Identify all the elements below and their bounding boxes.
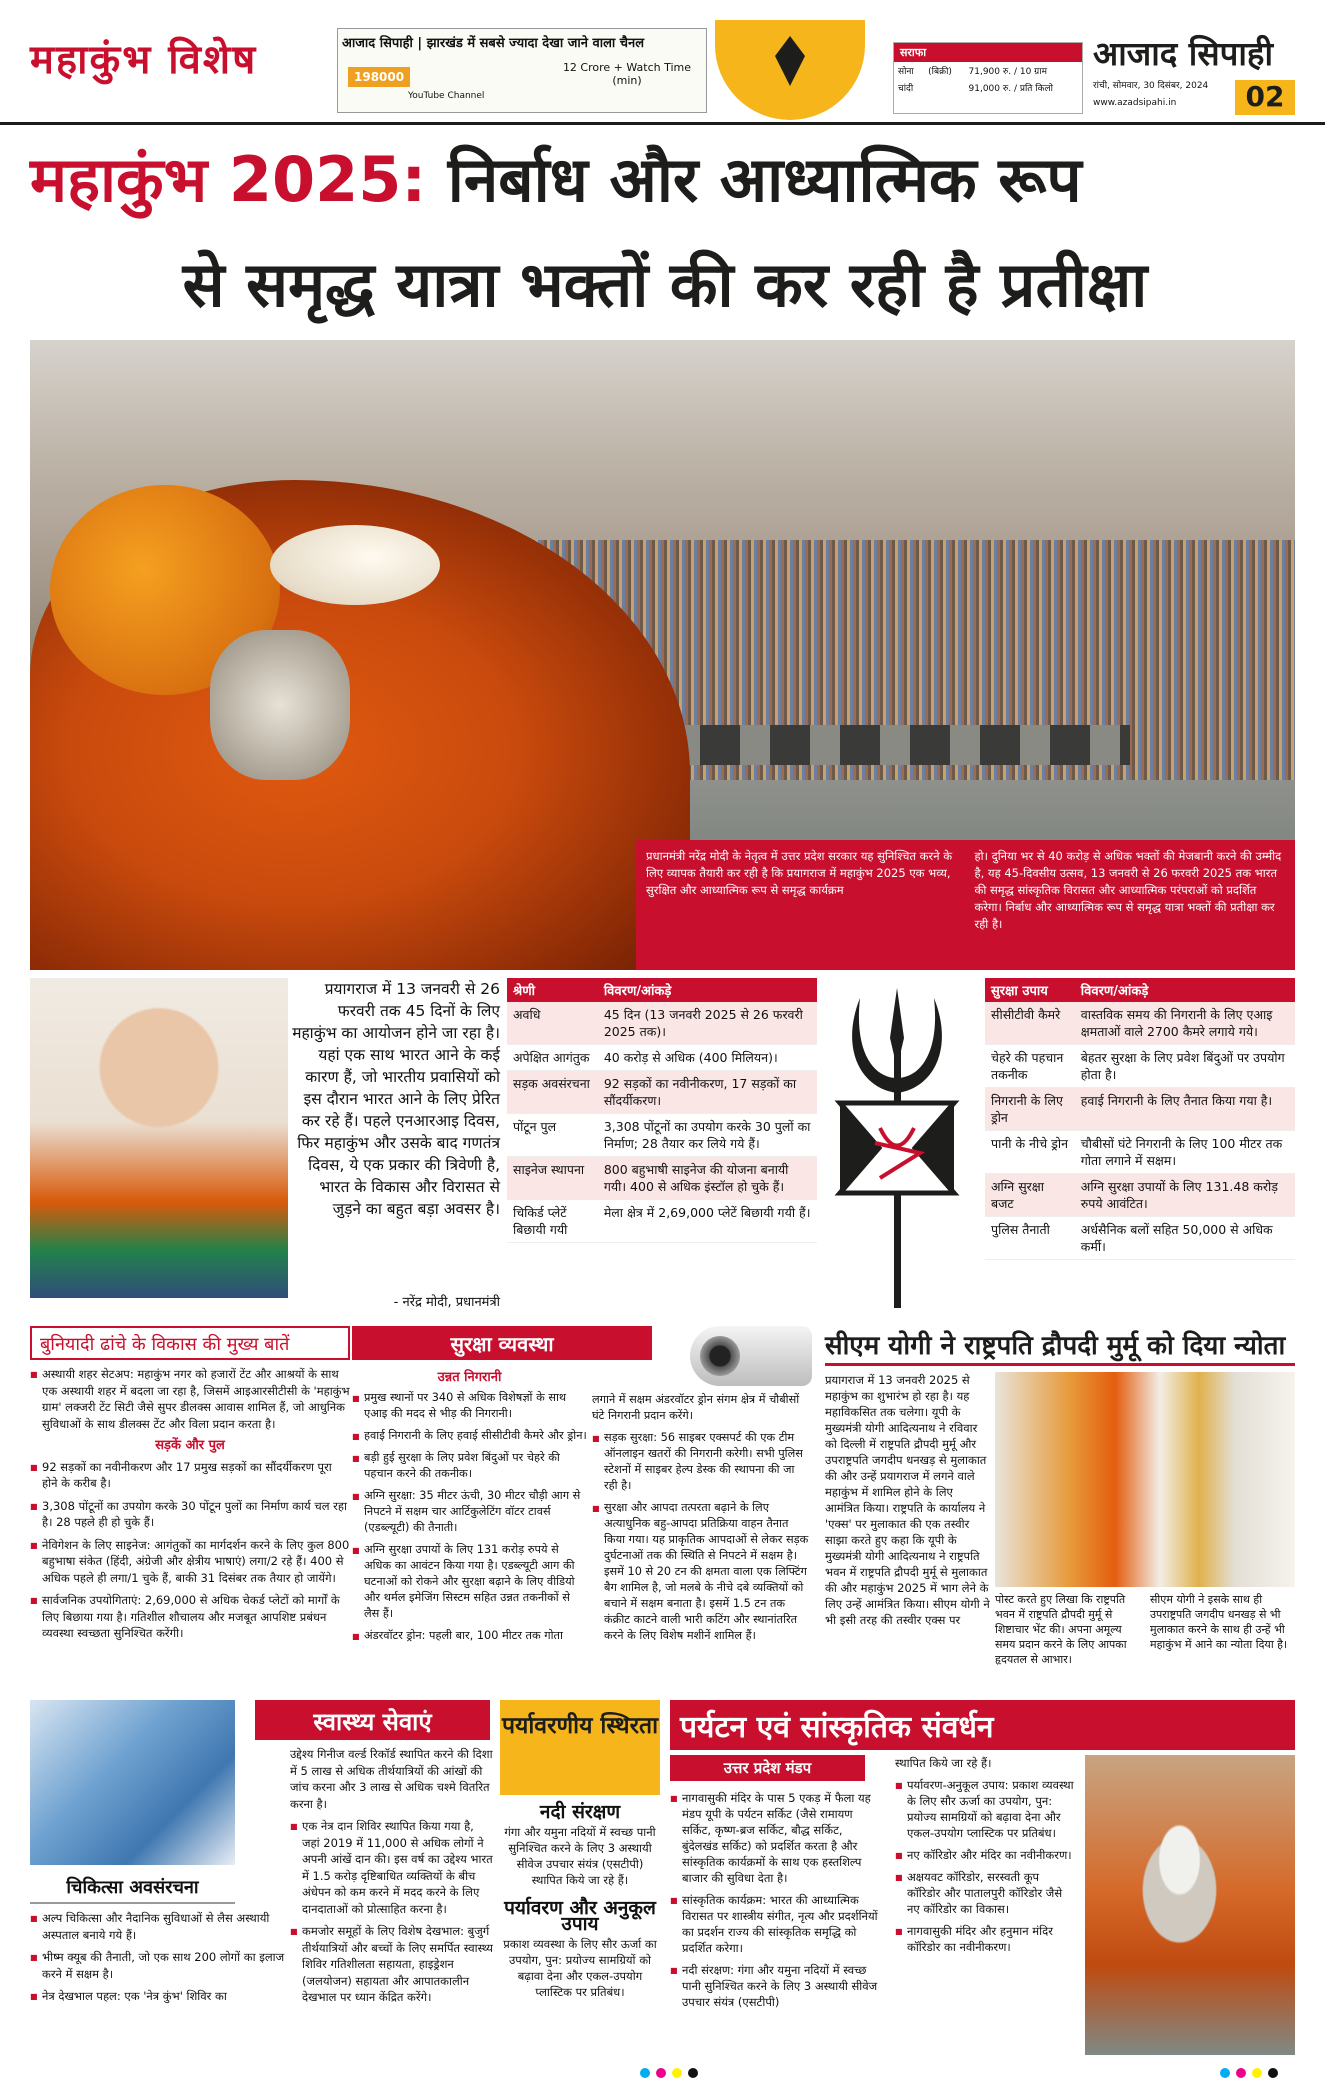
list-item: ■ बड़ी हुई सुरक्षा के लिए प्रवेश बिंदुओं पर चेहरे की पहचान करने की तकनीक। <box>352 1450 587 1482</box>
table-cell: 40 करोड़ से अधिक (400 मिलियन)। <box>598 1045 817 1071</box>
table-row <box>985 1217 1295 1260</box>
list-item: ■ अक्षयवट कॉरिडोर, सरस्वती कूप कॉरिडोर और पातालपुरी कॉरिडोर जैसे नए कॉरिडोर का विकास। <box>895 1869 1075 1917</box>
table-cell: अवधि <box>507 1002 598 1045</box>
env-subhead-2: पर्यावरण और अनुकूल उपाय <box>504 1897 656 1935</box>
table-cell: हवाई निगरानी के लिए तैनात किया गया है। <box>1075 1088 1295 1131</box>
list-item: ■ नागवासुकी मंदिर और हनुमान मंदिर कॉरिडोर का नवीनीकरण। <box>895 1923 1075 1955</box>
hero-caption-col2: हो। दुनिया भर से 40 करोड़ से अधिक भक्तों की मेजबानी करने की उम्मीद है, यह 45-दिवसीय उत्सव, 13 जनवरी से 26 फरवरी 2025 तक भारत की समृद्ध सांस्कृतिक विरासत और आध्यात्मिक परंपराओं को प्रदर्शित करेगा। निर्बाध और आध्यात्मिक रूप से समृद्ध यात्रा भक्तों की प्रतीक्षा कर रही है। <box>974 849 1282 931</box>
table-cell: वास्तविक समय की निगरानी के लिए एआइ क्षमताओं वाले 2700 कैमरे लगाये गये। <box>1075 1002 1295 1045</box>
hero-title-red: महाकुंभ 2025: <box>30 143 427 216</box>
table-header: सुरक्षा उपाय <box>985 978 1075 1002</box>
list-item: ■ नागवासुकी मंदिर के पास 5 एकड़ में फैला यह मंडप यूपी के पर्यटन सर्किट (जैसे रामायण सर्किट, कृष्ण-ब्रज सर्किट, बौद्ध सर्किट, बुंदेलखंड सर्किट) को प्रदर्शित करता है और सांस्कृतिक कार्यक्रमों के साथ एक हस्तशिल्प बाजार की सुविधा देता है। <box>670 1790 880 1886</box>
list-item: लगाने में सक्षम अंडरवॉटर ड्रोन संगम क्षेत्र में चौबीसों घंटे निगरानी प्रदान करेंगे। <box>592 1393 800 1422</box>
registration-marks <box>640 2068 698 2078</box>
sarafa-cell: चांदी <box>898 84 914 94</box>
list-item: ■ सार्वजनिक उपयोगिताएं: 2,69,000 से अधिक चेकर्ड प्लेटों को मार्गों के लिए बिछाया गया है। गतिशील शौचालय और मजबूत आपशिष्ट प्रबंधन व्यवस्था स्वच्छता सुनिश्चित करेंगी। <box>30 1592 350 1642</box>
list-item: ■ सड़क सुरक्षा: 56 साइबर एक्सपर्ट की एक टीम ऑनलाइन खतरों की निगरानी करेगी। सभी पुलिस स्टेशनों में साइबर हेल्प डेस्क की स्थापना की जा रही है। <box>592 1430 810 1494</box>
env-text-2: प्रकाश व्यवस्था के लिए सौर ऊर्जा का उपयोग, पुन: प्रयोज्य सामग्रियों को बढ़ावा देना और एकल-उपयोग प्लास्टिक पर प्रतिबंध। <box>503 1937 657 1999</box>
modi-attribution: - नरेंद्र मोदी, प्रधानमंत्री <box>393 1295 500 1310</box>
yogi-murmu-photo <box>995 1372 1295 1587</box>
sarafa-title: सराफा <box>894 43 1082 62</box>
health-body <box>290 1746 495 2012</box>
sarafa-cell: सोना <box>898 67 914 77</box>
infra-subhead: सड़कें और पुल <box>155 1438 225 1453</box>
table-cell: चौबीसों घंटे निगरानी के लिए 100 मीटर तक गोता लगाने में सक्षम। <box>1075 1131 1295 1174</box>
photo-bridge <box>630 725 1130 765</box>
trishul-damru-icon <box>820 978 975 1308</box>
list-item: ■ पर्यावरण-अनुकूल उपाय: प्रकाश व्यवस्था के लिए सौर ऊर्जा का उपयोग, पुन: प्रयोज्य सामग्रियों को बढ़ावा देना और एकल-उपयोग प्लास्टिक पर प्रतिबंध। <box>895 1777 1075 1841</box>
modi-quote: प्रयागराज में 13 जनवरी से 26 फरवरी तक 45 दिनों के लिए महाकुंभ का आयोजन होने जा रहा है। यहां एक साथ भारत आने के कई कारण हैं, जो भारतीय प्रवासियों को इस दौरान भारत आने के लिए प्रेरित कर रहे हैं। पहले एनआरआइ दिवस, फिर महाकुंभ और उसके बाद गणतंत्र दिवस, ये एक प्रकार की त्रिवेणी है, भारत के विकास और विरासत से जुड़ने का बहुत बड़ा अवसर है। <box>292 980 500 1218</box>
list-item: ■ 92 सड़कों का नवीनीकरण और 17 प्रमुख सड़कों का सौंदर्यीकरण पूरा होने के करीब है। <box>30 1459 350 1492</box>
stats-table <box>507 978 817 1243</box>
health-subhead: चिकित्सा अवसंरचना <box>30 1875 235 1904</box>
list-item: ■ अग्नि सुरक्षा: 35 मीटर ऊंची, 30 मीटर चौड़ी आग से निपटने में सक्षम चार आर्टिकुलेटिंग वॉटर टावर्स (एडब्ल्यूटी) की तैनाती। <box>352 1488 587 1536</box>
table-cell: निगरानी के लिए ड्रोन <box>985 1088 1075 1131</box>
tourism-col1 <box>670 1790 880 2016</box>
channel-ad[interactable]: आजाद सिपाही | झारखंड में सबसे ज्यादा देखा जाने वाला चैनल 198000 12 Crore + Watch Time (min) YouTube Channel <box>337 28 707 113</box>
table-cell: अपेक्षित आगंतुक <box>507 1045 598 1071</box>
table-cell: 92 सड़कों का नवीनीकरण, 17 सड़कों का सौंदर्यीकरण। <box>598 1071 817 1114</box>
photo-sky <box>30 340 1295 500</box>
list-item: ■ नए कॉरिडोर और मंदिर का नवीनीकरण। <box>895 1847 1075 1863</box>
table-row <box>507 1071 817 1114</box>
stethoscope-photo <box>30 1700 235 1865</box>
table-header: श्रेणी <box>507 978 598 1002</box>
table-cell: चेहरे की पहचान तकनीक <box>985 1045 1075 1088</box>
section-tag: महाकुंभ विशेष <box>30 37 258 83</box>
hero-headline-line1 <box>30 145 1300 215</box>
conch-shell-icon <box>270 525 440 605</box>
ad-youtube: YouTube Channel <box>408 91 485 101</box>
sarafa-table <box>894 62 1082 96</box>
list-item: ■ अंडरवॉटर ड्रोन: पहली बार, 100 मीटर तक गोता <box>352 1628 587 1644</box>
yogi-caption-2: सीएम योगी ने इसके साथ ही उपराष्ट्रपति जगदीप धनखड़ से भी मुलाकात करने के साथ ही उन्हें भी महाकुंभ में आने का न्योता दिया है। <box>1150 1593 1288 1651</box>
table-header: विवरण/आंकड़े <box>1075 978 1295 1002</box>
tourism-heading: पर्यटन एवं सांस्कृतिक संवर्धन <box>670 1700 1295 1750</box>
sarafa-cell: 71,900 रु. / 10 ग्राम <box>968 67 1047 77</box>
security-subhead: उन्नत निगरानी <box>437 1370 502 1385</box>
table-cell: सड़क अवसंरचना <box>507 1071 598 1114</box>
table-cell: बेहतर सुरक्षा के लिए प्रवेश बिंदुओं पर उपयोग होता है। <box>1075 1045 1295 1088</box>
sarafa-cell: (बिक्री) <box>928 67 952 77</box>
infra-heading: बुनियादी ढांचे के विकास की मुख्य बातें <box>30 1326 350 1360</box>
security-col1 <box>352 1366 587 1650</box>
table-cell: अर्धसैनिक बलों सहित 50,000 से अधिक कर्मी। <box>1075 1217 1295 1260</box>
list-item: ■ नेविगेशन के लिए साइनेज: आगंतुकों का मार्गदर्शन करने के लिए कुल 800 बहुभाषा संकेत (हिंदी, अंग्रेजी और क्षेत्रीय भाषाएं) लगा/2 रहे हैं। 400 से अधिक पहले ही लगा/1 चुके हैं, बाकी 31 दिसंबर तक तैयार हो जायेंगे। <box>30 1537 350 1587</box>
table-row <box>507 1200 817 1243</box>
security-col2 <box>592 1392 810 1650</box>
infra-intro: ■ अस्थायी शहर सेटअप: महाकुंभ नगर को हजारों टेंट और आश्रयों के साथ एक अस्थायी शहर में बदला जा रहा है, जिसमें आइआरसीटीसी के 'महाकुंभ ग्राम' लक्जरी टेंट सिटी जैसे सुपर डीलक्स आवास शामिल हैं, जो आधुनिक सुविधाओं के साथ डीलक्स टेंट और विला प्रदान करता है। <box>30 1366 350 1432</box>
env-subhead-1: नदी संरक्षण <box>539 1801 621 1823</box>
environment-body <box>500 1800 660 2000</box>
table-cell: 800 बहुभाषी साइनेज की योजना बनायी गयी। 400 से अधिक इंस्टॉल हो चुके हैं। <box>598 1157 817 1200</box>
list-item: ■ अल्प चिकित्सा और नैदानिक सुविधाओं से लैस अस्थायी अस्पताल बनाये गये हैं। <box>30 1910 285 1943</box>
modi-photo <box>30 978 288 1298</box>
table-cell: 3,308 पोंटूनों का उपयोग करके 30 पुलों का निर्माण; 28 तैयार कर लिये गये हैं। <box>598 1114 817 1157</box>
list-item: ■ सांस्कृतिक कार्यक्रम: भारत की आध्यात्मिक विरासत पर शास्त्रीय संगीत, नृत्य और प्रदर्शनियों का प्रदर्शन राज्य की सांस्कृतिक समृद्धि को प्रदर्शित करेगा। <box>670 1892 880 1956</box>
table-row <box>507 1002 817 1045</box>
list-item: ■ 3,308 पोंटूनों का उपयोग करके 30 पोंटून पुलों का निर्माण कार्य चल रहा है। 28 पहले ही हो चुके हैं। <box>30 1498 350 1531</box>
tourism-col2 <box>895 1755 1075 1961</box>
hero-caption-col1: प्रधानमंत्री नरेंद्र मोदी के नेतृत्व में उत्तर प्रदेश सरकार यह सुनिश्चित करने के लिए व्यापक तैयारी कर रही है कि प्रयागराज में महाकुंभ 2025 एक भव्य, सुरक्षित और आध्यात्मिक रूप से समृद्ध कार्यक्रम <box>646 849 953 897</box>
table-cell: मेला क्षेत्र में 2,69,000 प्लेटें बिछायी गयी हैं। <box>598 1200 817 1243</box>
table-cell: साइनेज स्थापना <box>507 1157 598 1200</box>
ad-tagline: झारखंड में सबसे ज्यादा देखा जाने वाला चैनल <box>426 36 645 51</box>
environment-heading: पर्यावरणीय स्थिरता <box>500 1700 660 1795</box>
table-cell: अग्नि सुरक्षा बजट <box>985 1174 1075 1217</box>
security-table <box>985 978 1295 1260</box>
yogi-article: प्रयागराज में 13 जनवरी 2025 से महाकुंभ का शुभारंभ हो रहा है। यह महाविकसित तक चलेगा। यूपी के मुख्यमंत्री योगी आदित्यनाथ ने रविवार को दिल्ली में राष्ट्रपति द्रौपदी मुर्मू और उपराष्ट्रपति जगदीप धनखड़ से मुलाकात की और उन्हें प्रयागराज में लगने वाले महाकुंभ में शामिल होने के लिए आमंत्रित किया। राष्ट्रपति के कार्यालय ने 'एक्स' पर मुलाकात की एक तस्वीर साझा करते हुए कहा कि यूपी के मुख्यमंत्री योगी आदित्यनाथ ने राष्ट्रपति भवन में राष्ट्रपति द्रौपदी मुर्मू से मुलाकात की और महाकुंभ 2025 में भाग लेने के लिए उन्हें आमंत्रित किया। सीएम योगी ने भी इसी तरह की तस्वीर एक्स पर <box>825 1373 990 1627</box>
table-row <box>985 1131 1295 1174</box>
hero-title-black: निर्बाध और आध्यात्मिक रूप <box>447 143 1082 216</box>
tourism-subhead: उत्तर प्रदेश मंडप <box>670 1755 865 1781</box>
ad-subscribers: 198000 <box>348 67 410 87</box>
page-number: 02 <box>1235 80 1295 115</box>
hero-caption <box>636 840 1295 970</box>
security-heading: सुरक्षा व्यवस्था <box>352 1326 652 1360</box>
table-cell: पानी के नीचे ड्रोन <box>985 1131 1075 1174</box>
list-item: ■ कमजोर समूहों के लिए विशेष देखभाल: बुजुर्ग तीर्थयात्रियों और बच्चों के लिए समर्पित स्वास्थ्य शिविर गतिशीलता सहायता, हाइड्रेशन (जलयोजन) सहायता और आपातकालीन देखभाल पर ध्यान केंद्रित करेंगे। <box>290 1923 495 2006</box>
table-row <box>985 1088 1295 1131</box>
registration-marks <box>1220 2068 1278 2078</box>
paper-name: आजाद सिपाही <box>1093 34 1273 73</box>
table-cell: पुलिस तैनाती <box>985 1217 1075 1260</box>
photo-beard <box>210 630 350 780</box>
table-cell: 45 दिन (13 जनवरी 2025 से 26 फरवरी 2025 तक)। <box>598 1002 817 1045</box>
list-item: ■ सुरक्षा और आपदा तत्परता बढ़ाने के लिए अत्याधुनिक बहु-आपदा प्रतिक्रिया वाहन तैनात किया गया। यह प्राकृतिक आपदाओं से लेकर सड़क दुर्घटनाओं तक की स्थिति से निपटने में सक्षम है। इसमें 10 से 20 टन की क्षमता वाला एक लिफ्टिंग बैग शामिल है, जो मलबे के नीचे दबे व्यक्तियों को बचाने में सक्षम बनाता है। इसमें 1.5 टन तक कंक्रीट काटने वाली भारी कटिंग और स्थानांतरित करने के लिए विशेष मशीनें शामिल हैं। <box>592 1500 810 1644</box>
infra-body <box>30 1366 350 1648</box>
sarafa-cell <box>924 79 964 96</box>
list-item: उद्देश्य गिनीज वर्ल्ड रिकॉर्ड स्थापित करने की दिशा में 5 लाख से अधिक तीर्थयात्रियों की आंखों की जांच करना और 3 लाख से अधिक चश्मे वितरित करना है। <box>290 1747 493 1811</box>
table-row <box>985 1174 1295 1217</box>
list-item: ■ नदी संरक्षण: गंगा और यमुना नदियों में स्वच्छ पानी सुनिश्चित करने के लिए 3 अस्थायी सीवेज उपचार संयंत्र (एसटीपी) <box>670 1962 880 2010</box>
table-row <box>507 1045 817 1071</box>
table-cell: चिकिर्ड प्लेटें बिछायी गयी <box>507 1200 598 1243</box>
list-item: ■ हवाई निगरानी के लिए हवाई सीसीटीवी कैमरे और ड्रोन। <box>352 1428 587 1444</box>
table-cell: सीसीटीवी कैमरे <box>985 1002 1075 1045</box>
ad-watch-time: 12 Crore + Watch Time (min) <box>562 61 692 87</box>
table-row <box>985 1045 1295 1088</box>
list-item: ■ एक नेत्र दान शिविर स्थापित किया गया है, जहां 2019 में 11,000 से अधिक लोगों ने अपनी आंखें दान की। इस वर्ष का उद्देश्य भारत में 1.5 करोड़ दृष्टिबाधित व्यक्तियों के बीच अंधेपन को कम करने में मदद करने के लिए दानदाताओं को प्रोत्साहित करना है। <box>290 1818 495 1917</box>
cctv-camera-icon <box>690 1326 812 1386</box>
health-heading: स्वास्थ्य सेवाएं <box>255 1700 490 1740</box>
list-item: स्थापित किये जा रहे हैं। <box>895 1756 992 1770</box>
table-header: विवरण/आंकड़े <box>598 978 817 1002</box>
list-item: ■ अग्नि सुरक्षा उपायों के लिए 131 करोड़ रुपये से अधिक का आवंटन किया गया है। एडब्ल्यूटी आग की घटनाओं को रोकने और सुरक्षा बढ़ाने के लिए वीडियो और थर्मल इमेजिंग सिस्टम सहित उन्नत तकनीकों से लैस हैं। <box>352 1542 587 1622</box>
table-row <box>507 1114 817 1157</box>
health-left <box>30 1910 285 2011</box>
hero-headline-line2: से समृद्ध यात्रा भक्तों की कर रही है प्रतीक्षा <box>182 248 1148 321</box>
table-cell: पोंटून पुल <box>507 1114 598 1157</box>
sadhu-conch-photo <box>1085 1755 1295 2055</box>
list-item: ■ भीष्म क्यूब की तैनाती, जो एक साथ 200 लोगों का इलाज करने में सक्षम है। <box>30 1949 285 1982</box>
env-text-1: गंगा और यमुना नदियों में स्वच्छ पानी सुनिश्चित करने के लिए 3 अस्थायी सीवेज उपचार संयंत्र (एसटीपी) स्थापित किये जा रहे हैं। <box>504 1825 656 1887</box>
list-item: ■ प्रमुख स्थानों पर 340 से अधिक विशेषज्ञों के साथ एआइ की मदद से भीड़ की निगरानी। <box>352 1390 587 1422</box>
list-item: ■ नेत्र देखभाल पहल: एक 'नेत्र कुंभ' शिविर का <box>30 1988 285 2005</box>
yogi-headline: सीएम योगी ने राष्ट्रपति द्रौपदी मुर्मू को दिया न्योता <box>825 1326 1295 1366</box>
table-row <box>985 1002 1295 1045</box>
table-cell: अग्नि सुरक्षा उपायों के लिए 131.48 करोड़ रुपये आवंटित। <box>1075 1174 1295 1217</box>
paper-url[interactable]: www.azadsipahi.in <box>1093 98 1177 108</box>
ad-channel: आजाद सिपाही <box>342 36 413 51</box>
dateline: रांची, सोमवार, 30 दिसंबर, 2024 <box>1093 81 1209 91</box>
table-row <box>507 1157 817 1200</box>
sarafa-cell: 91,000 रु. / प्रति किलो <box>968 84 1053 94</box>
sarafa-box <box>893 42 1083 114</box>
yogi-caption-1: पोस्ट करते हुए लिखा कि राष्ट्रपति भवन में राष्ट्रपति द्रौपदी मुर्मू से शिष्टाचार भेंट की। अपना अमूल्य समय प्रदान करने के लिए आपका हृदयतल से आभार। <box>995 1593 1127 1666</box>
